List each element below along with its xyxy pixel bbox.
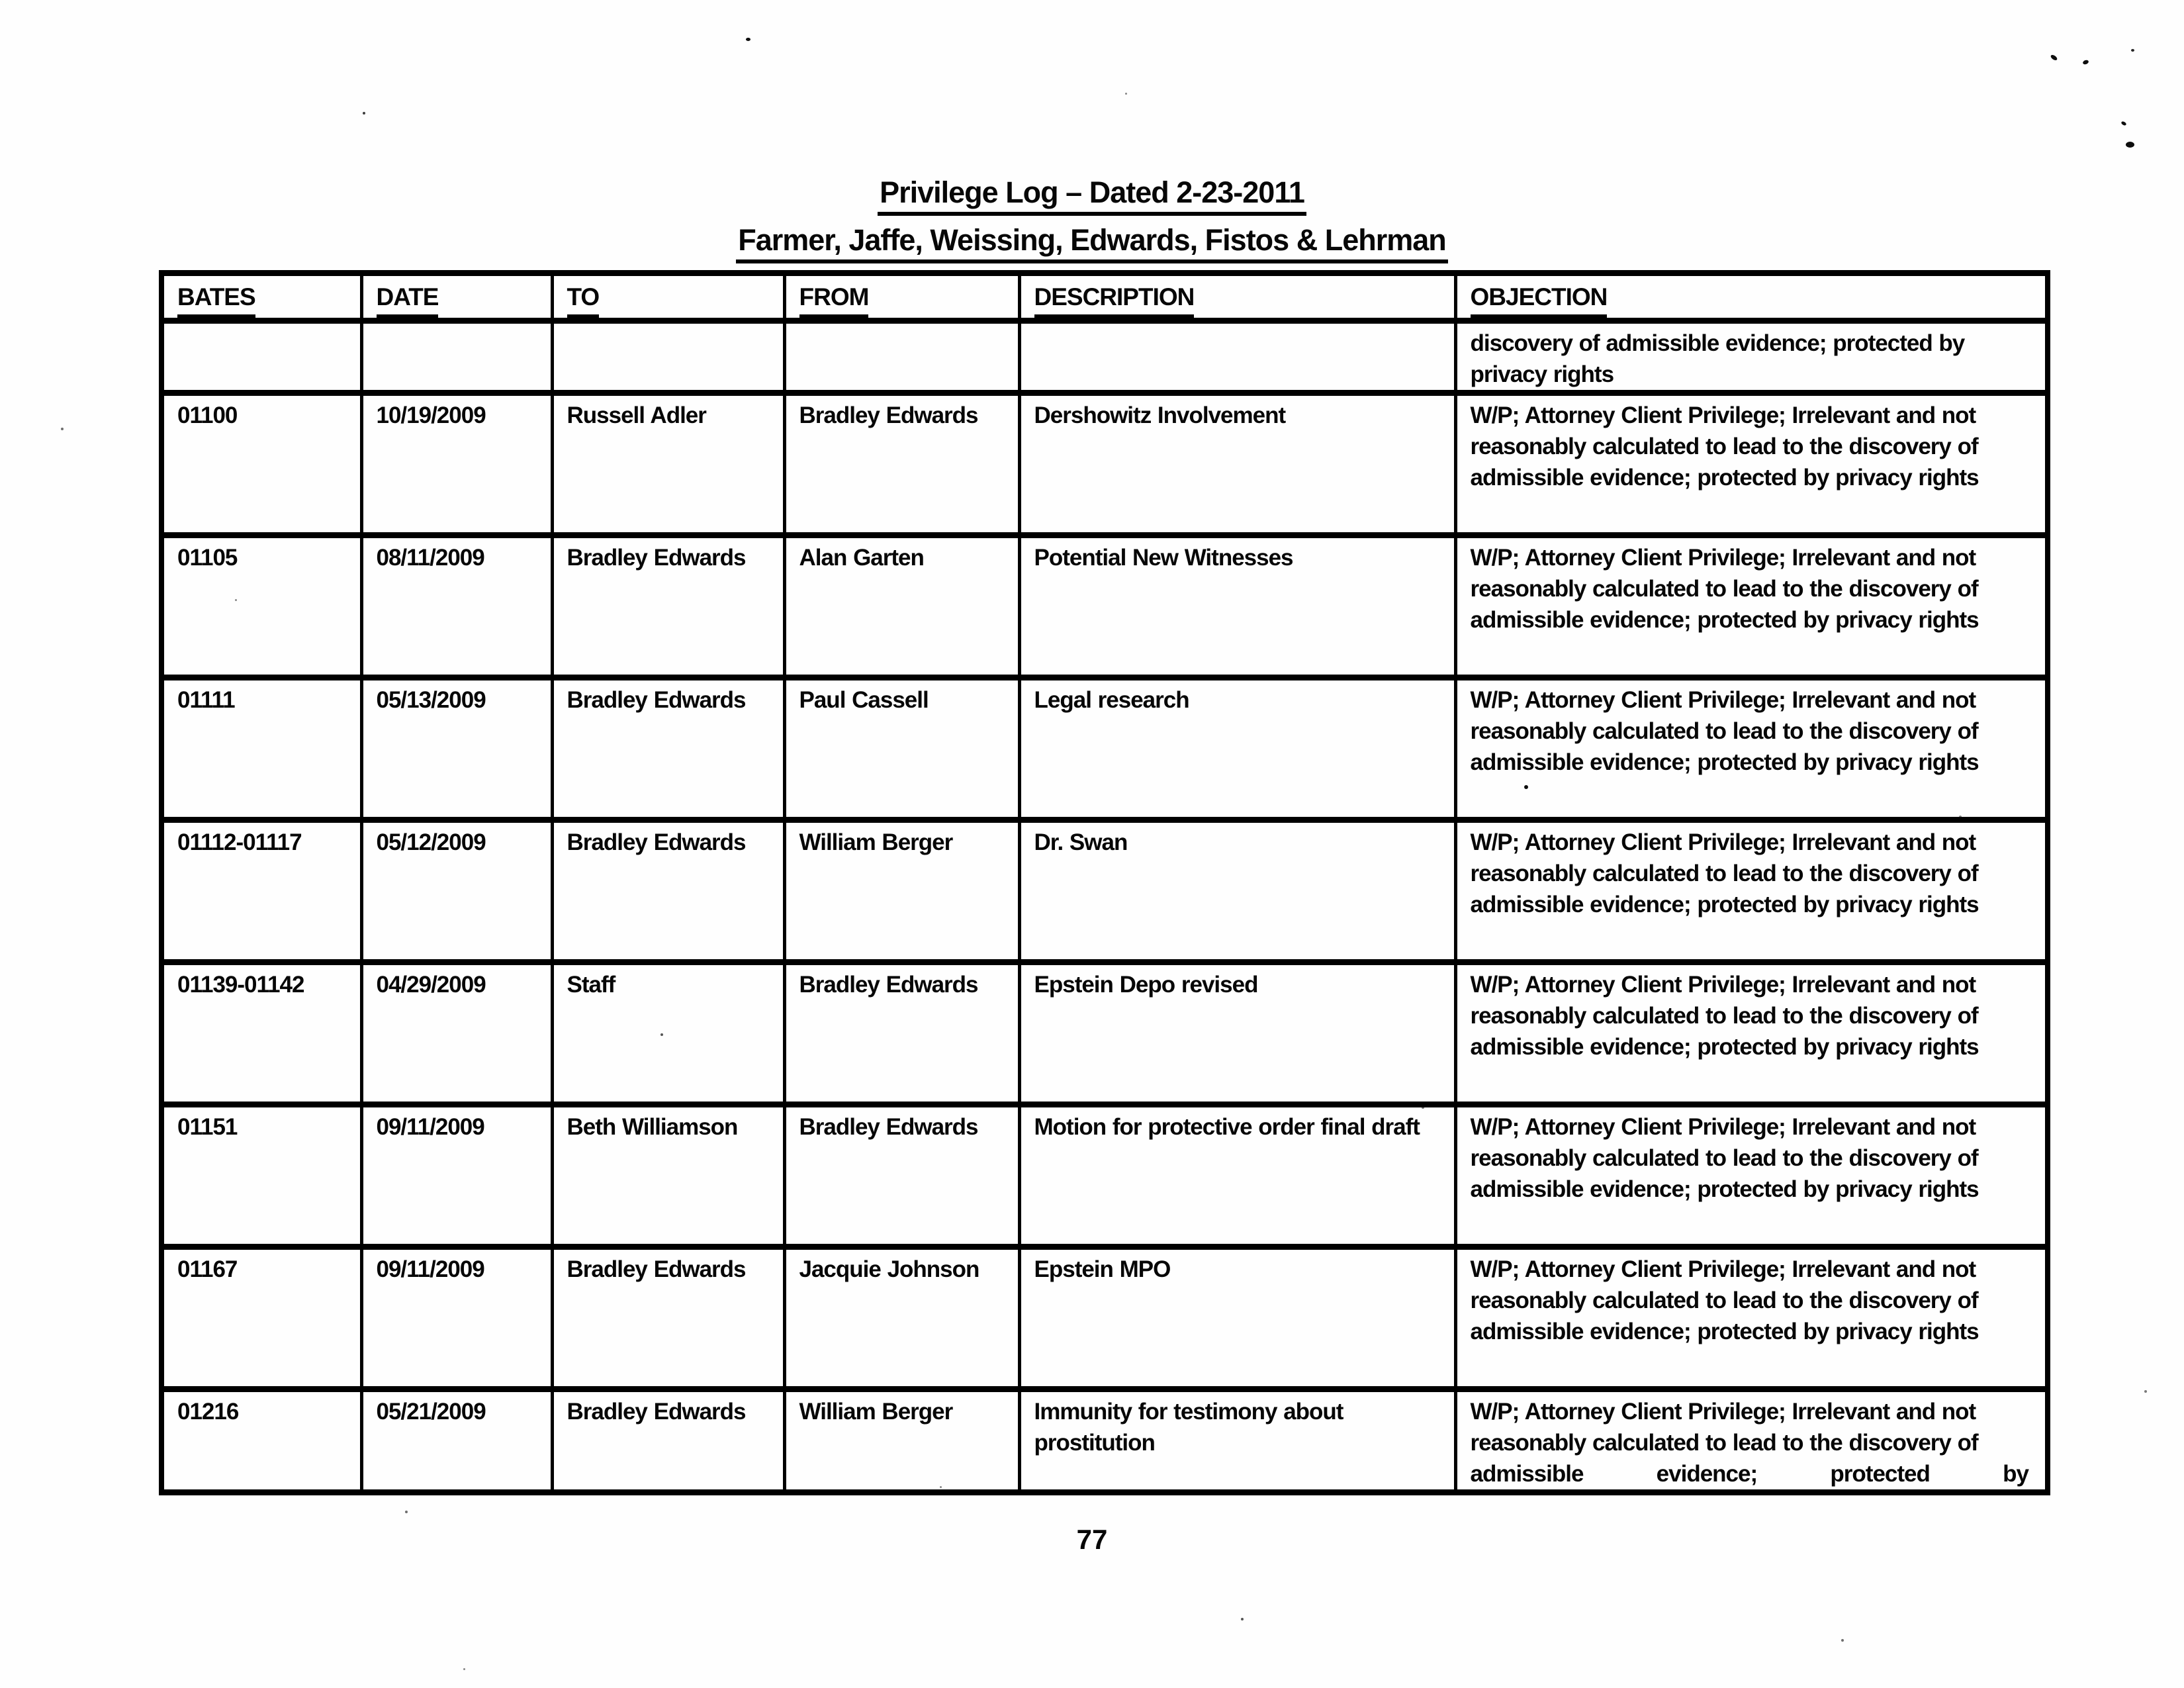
cell-to: Beth Williamson — [552, 1105, 784, 1247]
page-subtitle-text: Farmer, Jaffe, Weissing, Edwards, Fistos & Lehrman — [736, 224, 1448, 263]
cell-date: 05/13/2009 — [361, 678, 552, 820]
cell-bates — [161, 321, 361, 393]
cell-from: William Berger — [784, 1389, 1019, 1493]
table-row — [161, 536, 2048, 678]
cell-objection: W/P; Attorney Client Privilege; Irrelevant and not reasonably calculated to lead to the discovery of admissible evidence; protected by privacy rights — [1455, 678, 2048, 820]
cell-objection: W/P; Attorney Client Privilege; Irrelevant and not reasonably calculated to lead to the discovery of admissible evidence; protected by — [1455, 1389, 2048, 1493]
cell-date: 05/12/2009 — [361, 820, 552, 962]
cell-description: Potential New Witnesses — [1019, 536, 1455, 678]
cell-description: Dershowitz Involvement — [1019, 393, 1455, 536]
cell-bates: 01100 — [161, 393, 361, 536]
cell-objection: W/P; Attorney Client Privilege; Irrelevant and not reasonably calculated to lead to the discovery of admissible evidence; protected by privacy rights — [1455, 1105, 2048, 1247]
column-header-description: DESCRIPTION — [1019, 273, 1455, 321]
table-row — [161, 321, 2048, 393]
cell-from — [784, 321, 1019, 393]
table-row — [161, 393, 2048, 536]
page-number: 77 — [1076, 1524, 1108, 1555]
cell-to — [552, 321, 784, 393]
cell-bates: 01112-01117 — [161, 820, 361, 962]
cell-from: William Berger — [784, 820, 1019, 962]
cell-date — [361, 321, 552, 393]
cell-date: 05/21/2009 — [361, 1389, 552, 1493]
cell-from: Paul Cassell — [784, 678, 1019, 820]
column-header-from: FROM — [784, 273, 1019, 321]
cell-bates: 01216 — [161, 1389, 361, 1493]
table-row — [161, 962, 2048, 1105]
table-row — [161, 1389, 2048, 1493]
column-header-date: DATE — [361, 273, 552, 321]
cell-bates: 01167 — [161, 1247, 361, 1389]
cell-date: 04/29/2009 — [361, 962, 552, 1105]
cell-from: Bradley Edwards — [784, 962, 1019, 1105]
cell-to: Staff — [552, 962, 784, 1105]
cell-objection: W/P; Attorney Client Privilege; Irrelevant and not reasonably calculated to lead to the discovery of admissible evidence; protected by privacy rights — [1455, 820, 2048, 962]
cell-to: Bradley Edwards — [552, 536, 784, 678]
cell-to: Bradley Edwards — [552, 678, 784, 820]
cell-objection: discovery of admissible evidence; protected by privacy rights — [1455, 321, 2048, 393]
table-row — [161, 678, 2048, 820]
page-title-text: Privilege Log – Dated 2-23-2011 — [878, 176, 1306, 216]
cell-bates: 01111 — [161, 678, 361, 820]
cell-description: Dr. Swan — [1019, 820, 1455, 962]
cell-to: Bradley Edwards — [552, 1247, 784, 1389]
cell-description: Epstein Depo revised — [1019, 962, 1455, 1105]
cell-bates: 01151 — [161, 1105, 361, 1247]
cell-date: 10/19/2009 — [361, 393, 552, 536]
cell-from: Bradley Edwards — [784, 393, 1019, 536]
table-row — [161, 1247, 2048, 1389]
cell-description: Epstein MPO — [1019, 1247, 1455, 1389]
column-header-to: TO — [552, 273, 784, 321]
cell-bates: 01139-01142 — [161, 962, 361, 1105]
cell-to: Bradley Edwards — [552, 820, 784, 962]
cell-description: Legal research — [1019, 678, 1455, 820]
cell-from: Alan Garten — [784, 536, 1019, 678]
cell-description — [1019, 321, 1455, 393]
cell-objection: W/P; Attorney Client Privilege; Irrelevant and not reasonably calculated to lead to the discovery of admissible evidence; protected by privacy rights — [1455, 962, 2048, 1105]
table-row — [161, 820, 2048, 962]
table-row — [161, 1105, 2048, 1247]
cell-date: 09/11/2009 — [361, 1105, 552, 1247]
privilege-log-table — [159, 270, 2050, 1495]
cell-from: Jacquie Johnson — [784, 1247, 1019, 1389]
cell-objection: W/P; Attorney Client Privilege; Irrelevant and not reasonably calculated to lead to the discovery of admissible evidence; protected by privacy rights — [1455, 1247, 2048, 1389]
cell-date: 08/11/2009 — [361, 536, 552, 678]
page-title — [0, 176, 2184, 216]
column-header-objection: OBJECTION — [1455, 273, 2048, 321]
cell-to: Bradley Edwards — [552, 1389, 784, 1493]
cell-description: Motion for protective order final draft — [1019, 1105, 1455, 1247]
cell-from: Bradley Edwards — [784, 1105, 1019, 1247]
table-header-row — [161, 273, 2048, 321]
cell-description: Immunity for testimony about prostitution — [1019, 1389, 1455, 1493]
cell-bates: 01105 — [161, 536, 361, 678]
cell-to: Russell Adler — [552, 393, 784, 536]
cell-objection: W/P; Attorney Client Privilege; Irrelevant and not reasonably calculated to lead to the discovery of admissible evidence; protected by privacy rights — [1455, 393, 2048, 536]
cell-objection: W/P; Attorney Client Privilege; Irrelevant and not reasonably calculated to lead to the discovery of admissible evidence; protected by privacy rights — [1455, 536, 2048, 678]
cell-date: 09/11/2009 — [361, 1247, 552, 1389]
page-subtitle — [0, 224, 2184, 263]
column-header-bates: BATES — [161, 273, 361, 321]
